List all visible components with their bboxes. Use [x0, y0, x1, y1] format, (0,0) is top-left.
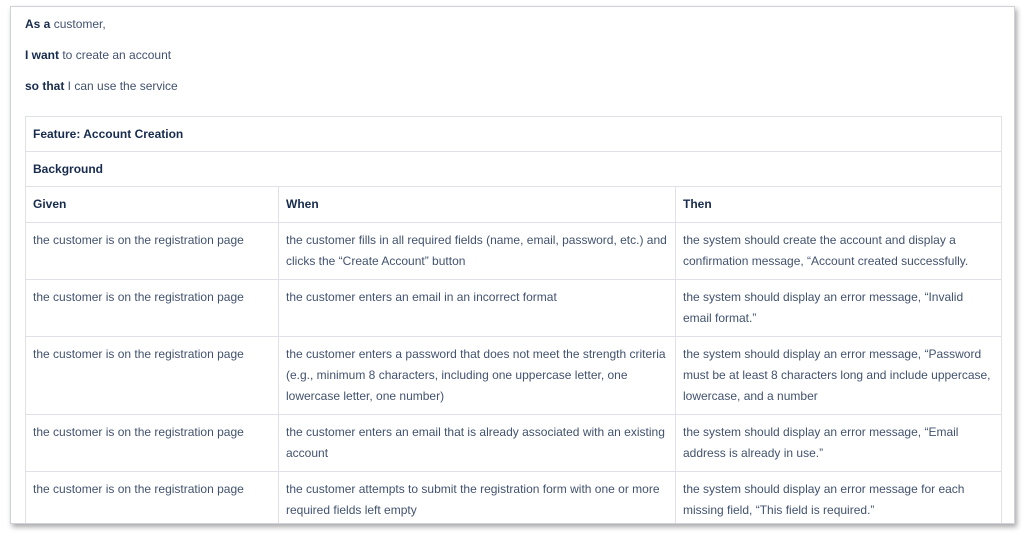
table-row — [26, 280, 1002, 337]
feature-row — [26, 117, 1002, 152]
story-keyword: so that — [25, 79, 65, 93]
when-cell: the customer fills in all required fields (name, email, password, etc.) and clicks the “Create Account” button — [279, 223, 676, 280]
column-header-then: Then — [676, 187, 1002, 223]
column-header-when: When — [279, 187, 676, 223]
given-cell: the customer is on the registration page — [26, 415, 279, 472]
story-text: I can use the service — [64, 79, 178, 93]
table-row — [26, 415, 1002, 472]
story-text: customer, — [50, 17, 106, 31]
user-story — [25, 16, 178, 109]
given-cell: the customer is on the registration page — [26, 223, 279, 280]
story-keyword: As a — [25, 17, 51, 31]
then-cell: the system should display an error message, “Invalid email format.” — [676, 280, 1002, 337]
table-row — [26, 223, 1002, 280]
background-row — [26, 152, 1002, 187]
when-cell: the customer enters a password that does not meet the strength criteria (e.g., minimum 8 characters, including one uppercase letter, one lowercase letter, one number) — [279, 337, 676, 415]
then-cell: the system should display an error message, “Password must be at least 8 characters long and include uppercase, lowercase, and a number — [676, 337, 1002, 415]
then-cell: the system should display an error message, “Email address is already in use.” — [676, 415, 1002, 472]
background-title: Background — [26, 152, 1002, 187]
acceptance-criteria-table — [25, 116, 1002, 524]
story-text: to create an account — [59, 48, 172, 62]
table-row — [26, 472, 1002, 525]
when-cell: the customer attempts to submit the registration form with one or more required fields left empty — [279, 472, 676, 525]
story-line-benefit — [25, 78, 178, 94]
story-line-role — [25, 16, 178, 32]
given-cell: the customer is on the registration page — [26, 472, 279, 525]
story-line-goal — [25, 47, 178, 63]
then-cell: the system should display an error message for each missing field, “This field is required.” — [676, 472, 1002, 525]
when-cell: the customer enters an email that is already associated with an existing account — [279, 415, 676, 472]
when-cell: the customer enters an email in an incorrect format — [279, 280, 676, 337]
document-frame — [10, 6, 1015, 524]
story-keyword: I want — [25, 48, 60, 62]
then-cell: the system should create the account and display a confirmation message, “Account created successfully. — [676, 223, 1002, 280]
table-header-row — [26, 187, 1002, 223]
given-cell: the customer is on the registration page — [26, 280, 279, 337]
given-cell: the customer is on the registration page — [26, 337, 279, 415]
table-row — [26, 337, 1002, 415]
column-header-given: Given — [26, 187, 279, 223]
feature-title: Feature: Account Creation — [26, 117, 1002, 152]
